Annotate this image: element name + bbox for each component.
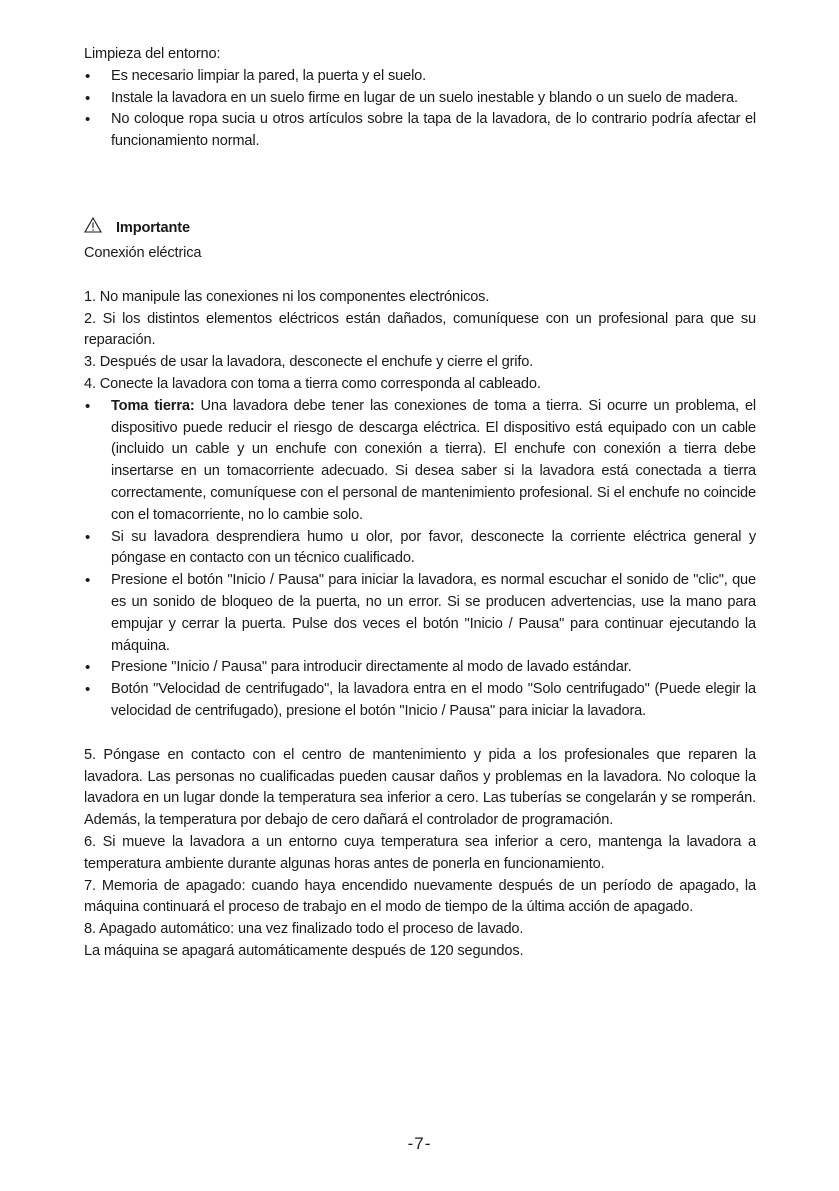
numbered-item-5: 5. Póngase en contacto con el centro de mantenimiento y pida a los profesionales que reparen la lavadora. Las personas no cualificadas pueden causar daños y problemas en la lavadora. No coloque la lavadora en un lugar donde la temperatura sea inferior a cero. Las tuberías se congelarán y se romperán. Además, la temperatura por debajo de cero dañará el controlador de programación. bbox=[84, 746, 756, 829]
list-item: • Presione "Inicio / Pausa" para introducir directamente al modo de lavado estándar. bbox=[84, 657, 756, 679]
list-item: • No coloque ropa sucia u otros artículos sobre la tapa de la lavadora, de lo contrario podría afectar el funcionamiento normal. bbox=[84, 109, 756, 153]
numbered-item-1: 1. No manipule las conexiones ni los componentes electrónicos. bbox=[84, 288, 490, 305]
grounding-label: Toma tierra: bbox=[111, 397, 195, 414]
list-item-grounding bbox=[84, 396, 756, 527]
numbered-item-3: 3. Después de usar la lavadora, desconecte el enchufe y cierre el grifo. bbox=[84, 354, 534, 371]
numbered-item-2: 2. Si los distintos elementos eléctricos están dañados, comuníquese con un profesional para que su reparación. bbox=[84, 310, 756, 349]
numbered-item-8-note: La máquina se apagará automáticamente después de 120 segundos. bbox=[84, 942, 524, 959]
grounding-text: Una lavadora debe tener las conexiones de toma a tierra. Si ocurre un problema, el dispositivo puede reducir el riesgo de descarga eléctrica. El dispositivo está equipado con un cable (incluido un cable y un enchufe con conexión a tierra). El enchufe con conexión a tierra debe insertarse en un tomacorriente adecuado. Si desea saber si la lavadora está conectada a tierra correctamente, comuníquese con el personal de mantenimiento profesional. Si el enchufe no coincide con el tomacorriente, no lo cambie solo. bbox=[111, 397, 756, 523]
list-item: • Si su lavadora desprendiera humo u olor, por favor, desconecte la corriente eléctrica general y póngase en contacto con un técnico cualificado. bbox=[84, 527, 756, 571]
list-item: • Es necesario limpiar la pared, la puerta y el suelo. bbox=[84, 66, 756, 88]
section-heading-cleaning: Limpieza del entorno: bbox=[84, 46, 221, 62]
cleaning-list bbox=[84, 66, 756, 153]
numbered-item-8: 8. Apagado automático: una vez finalizado todo el proceso de lavado. bbox=[84, 921, 524, 938]
list-item: • Botón "Velocidad de centrifugado", la lavadora entra en el modo "Solo centrifugado" (Puede elegir la velocidad de centrifugado), presione el botón "Inicio / Pausa" para iniciar la lavadora. bbox=[84, 679, 756, 723]
numbered-item-4: 4. Conecte la lavadora con toma a tierra como corresponda al cableado. bbox=[84, 375, 541, 392]
numbered-item-6: 6. Si mueve la lavadora a un entorno cuya temperatura sea inferior a cero, mantenga la lavadora a temperatura ambiente durante algunas horas antes de ponerla en funcionamiento. bbox=[84, 833, 756, 872]
warning-triangle-icon bbox=[84, 217, 104, 241]
electrical-connection-subheading: Conexión eléctrica bbox=[84, 244, 202, 261]
grounding-list bbox=[84, 396, 756, 723]
page-number: -7- bbox=[407, 1134, 432, 1153]
list-item: • Instale la lavadora en un suelo firme en lugar de un suelo inestable y blando o un suelo de madera. bbox=[84, 88, 756, 110]
numbered-item-7: 7. Memoria de apagado: cuando haya encendido nuevamente después de un período de apagado, la máquina continuará el proceso de trabajo en el modo de tiempo de la última acción de apagado. bbox=[84, 877, 756, 916]
important-heading bbox=[84, 217, 756, 241]
important-label: Importante bbox=[116, 220, 190, 237]
document-page bbox=[84, 44, 756, 963]
list-item: • Presione el botón "Inicio / Pausa" para iniciar la lavadora, es normal escuchar el sonido de "clic", que es un sonido de bloqueo de la puerta, no un error. Si se producen advertencias, use la mano para empujar y cerrar la puerta. Pulse dos veces el botón "Inicio / Pausa" para continuar ejecutando la máquina. bbox=[84, 570, 756, 657]
